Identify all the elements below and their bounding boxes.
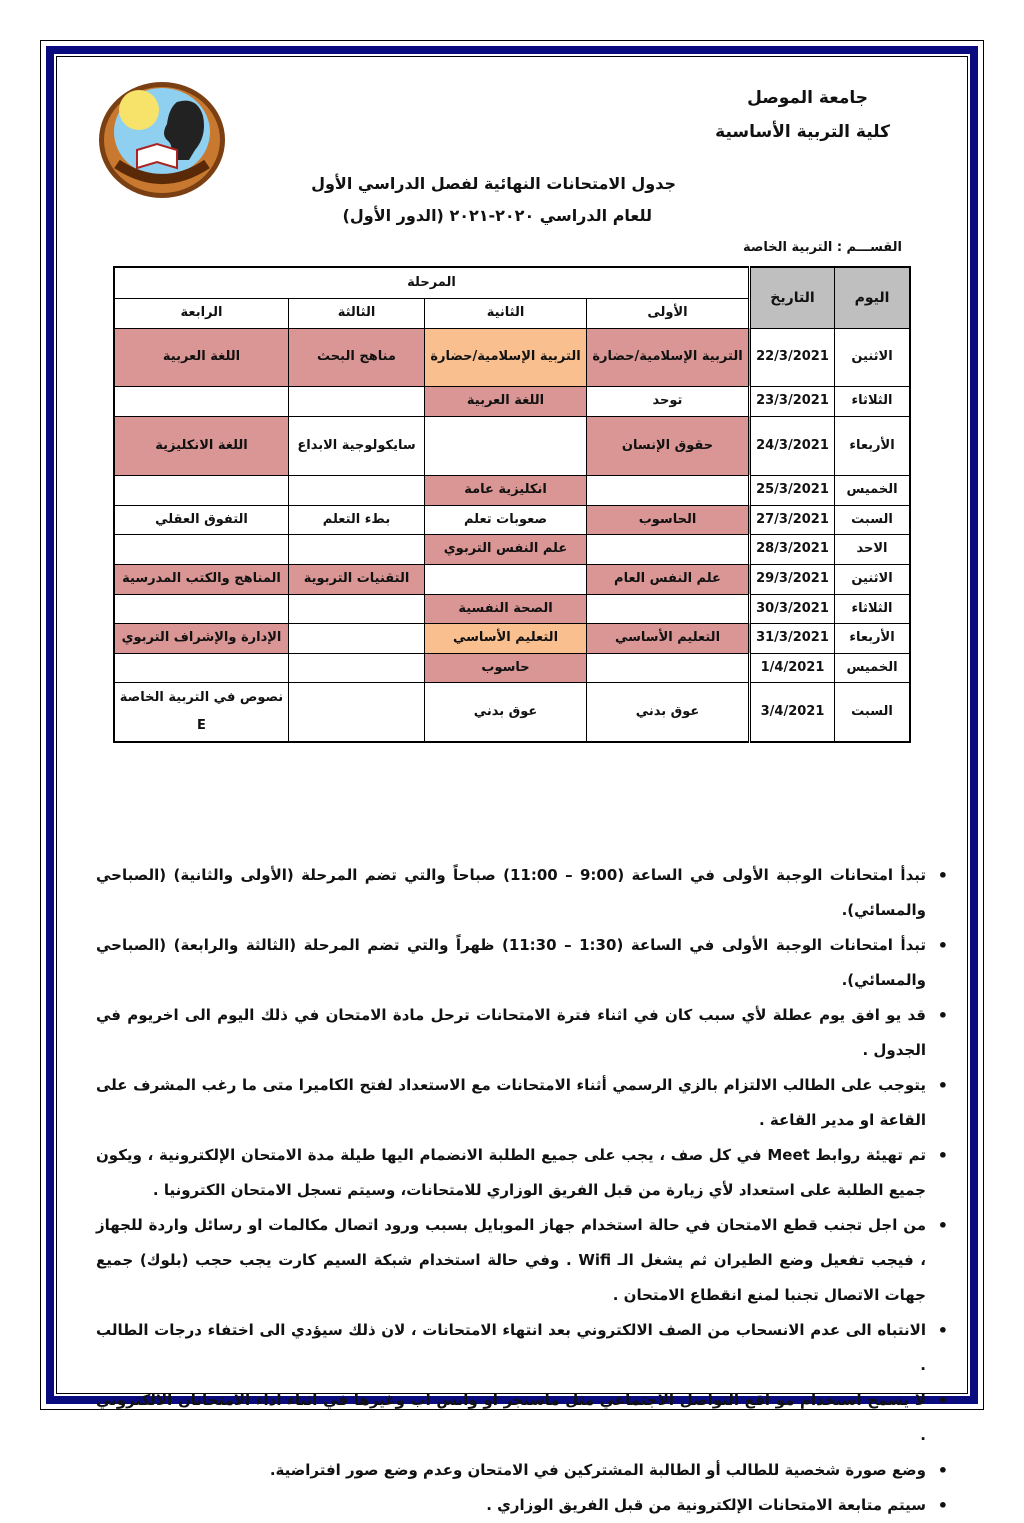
day-cell: الخميس bbox=[835, 475, 911, 505]
exam-cell: التربية الإسلامية/حضارة bbox=[425, 328, 587, 386]
exam-cell: توحد bbox=[587, 386, 750, 416]
exam-cell bbox=[587, 534, 750, 564]
exam-cell bbox=[114, 386, 289, 416]
exam-cell: حقوق الإنسان bbox=[587, 416, 750, 475]
exam-cell bbox=[587, 653, 750, 682]
date-cell: 1/4/2021 bbox=[750, 653, 835, 682]
exam-cell: حاسوب bbox=[425, 653, 587, 682]
day-cell: السبت bbox=[835, 682, 911, 742]
exam-cell: علم النفس العام bbox=[587, 564, 750, 594]
date-cell: 29/3/2021 bbox=[750, 564, 835, 594]
exam-cell bbox=[587, 594, 750, 623]
instruction-item: • تم تهيئة روابط Meet في كل صف ، يجب على جميع الطلبة الانضمام اليها طيلة مدة الامتحان الإلكترونية ، ويكون جميع الطلبة على استعداد لأي زيارة من قبل الفريق الوزاري للامتحانات، وسيتم تسجل الامتحان الكترونيا . bbox=[96, 1138, 926, 1208]
instruction-item: • تبدأ امتحانات الوجبة الأولى في الساعة (1:30 – 11:30) ظهراً والتي تضم المرحلة (الثالثة والرابعة) (الصباحي والمسائي). bbox=[96, 928, 926, 998]
day-cell: الاثنين bbox=[835, 564, 911, 594]
table-row bbox=[114, 682, 910, 742]
university-name: جامعة الموصل bbox=[747, 88, 868, 108]
table-row bbox=[114, 505, 910, 534]
instruction-item: • تبدأ امتحانات الوجبة الأولى في الساعة (9:00 – 11:00) صباحاً والتي تضم المرحلة (الأولى والثانية) (الصباحي والمسائي). bbox=[96, 858, 926, 928]
stage-header: المرحلة bbox=[114, 267, 750, 298]
table-row bbox=[114, 534, 910, 564]
date-cell: 23/3/2021 bbox=[750, 386, 835, 416]
date-cell: 30/3/2021 bbox=[750, 594, 835, 623]
date-cell: 31/3/2021 bbox=[750, 623, 835, 653]
exam-cell: اللغة الانكليزية bbox=[114, 416, 289, 475]
exam-cell bbox=[289, 682, 425, 742]
instruction-item: • من اجل تجنب قطع الامتحان في حالة استخدام جهاز الموبايل بسبب ورود اتصال مكالمات او رسائل واردة للجهاز ، فيجب تفعيل وضع الطيران ثم يشغل الـ Wifi . وفي حالة استخدام شبكة السيم كارت يجب حجب (بلوك) جميع جهات الاتصال تجنبا لمنع انقطاع الامتحان . bbox=[96, 1208, 926, 1313]
table-row bbox=[114, 386, 910, 416]
instruction-item: • سيتم متابعة الامتحانات الإلكترونية من قبل الفريق الوزاري . bbox=[96, 1488, 926, 1523]
table-row bbox=[114, 623, 910, 653]
exam-cell bbox=[289, 475, 425, 505]
exam-cell bbox=[114, 594, 289, 623]
day-cell: السبت bbox=[835, 505, 911, 534]
table-row bbox=[114, 564, 910, 594]
exam-cell: بطء التعلم bbox=[289, 505, 425, 534]
exam-cell bbox=[425, 564, 587, 594]
exam-cell: المناهج والكتب المدرسية bbox=[114, 564, 289, 594]
day-cell: الأربعاء bbox=[835, 416, 911, 475]
exam-cell: مناهج البحث bbox=[289, 328, 425, 386]
table-row bbox=[114, 328, 910, 386]
stage-fourth: الرابعة bbox=[114, 298, 289, 328]
exam-cell: سايكولوجية الابداع bbox=[289, 416, 425, 475]
day-cell: الاحد bbox=[835, 534, 911, 564]
date-cell: 22/3/2021 bbox=[750, 328, 835, 386]
date-cell: 3/4/2021 bbox=[750, 682, 835, 742]
table-row bbox=[114, 653, 910, 682]
exam-cell: التعليم الأساسي bbox=[587, 623, 750, 653]
exam-cell: التربية الإسلامية/حضارة bbox=[587, 328, 750, 386]
date-header: التاريخ bbox=[750, 267, 835, 328]
department: القســـم : التربية الخاصة bbox=[742, 240, 902, 255]
exam-cell: التعليم الأساسي bbox=[425, 623, 587, 653]
instruction-item: • يتوجب على الطالب الالتزام بالزي الرسمي أثناء الامتحانات مع الاستعداد لفتح الكاميرا متى ما رغب المشرف على القاعة او مدير القاعة . bbox=[96, 1068, 926, 1138]
college-logo bbox=[97, 80, 227, 200]
exam-cell: الإدارة والإشراف التربوي bbox=[114, 623, 289, 653]
academic-year: للعام الدراسي ٢٠٢٠-٢٠٢١ (الدور الأول) bbox=[342, 206, 652, 225]
day-cell: الاثنين bbox=[835, 328, 911, 386]
exam-cell bbox=[289, 623, 425, 653]
exam-cell bbox=[114, 653, 289, 682]
date-cell: 24/3/2021 bbox=[750, 416, 835, 475]
exam-cell bbox=[289, 653, 425, 682]
exam-cell: التقنيات التربوية bbox=[289, 564, 425, 594]
exam-cell bbox=[425, 416, 587, 475]
exam-instructions-list bbox=[96, 858, 948, 1523]
stage-first: الأولى bbox=[587, 298, 750, 328]
date-cell: 27/3/2021 bbox=[750, 505, 835, 534]
day-cell: الثلاثاء bbox=[835, 594, 911, 623]
college-name: كلية التربية الأساسية bbox=[715, 122, 890, 142]
table-row bbox=[114, 594, 910, 623]
exam-cell: صعوبات تعلم bbox=[425, 505, 587, 534]
instruction-item: • الانتباه الى عدم الانسحاب من الصف الالكتروني بعد انتهاء الامتحانات ، لان ذلك سيؤدي الى اختفاء درجات الطالب . bbox=[96, 1313, 926, 1383]
exam-schedule-table bbox=[113, 266, 911, 743]
date-cell: 25/3/2021 bbox=[750, 475, 835, 505]
exam-cell: عوق بدني bbox=[425, 682, 587, 742]
exam-cell: عوق بدني bbox=[587, 682, 750, 742]
exam-cell: الصحة النفسية bbox=[425, 594, 587, 623]
table-row bbox=[114, 475, 910, 505]
exam-cell bbox=[114, 534, 289, 564]
stage-third: الثالثة bbox=[289, 298, 425, 328]
exam-cell bbox=[289, 386, 425, 416]
exam-cell bbox=[289, 534, 425, 564]
day-cell: الثلاثاء bbox=[835, 386, 911, 416]
exam-cell: الحاسوب bbox=[587, 505, 750, 534]
instruction-item: • قد يو افق يوم عطلة لأي سبب كان في اثناء فترة الامتحانات ترحل مادة الامتحان في ذلك اليوم الى اخريوم في الجدول . bbox=[96, 998, 926, 1068]
exam-cell bbox=[587, 475, 750, 505]
exam-cell: انكليزية عامة bbox=[425, 475, 587, 505]
instruction-item: • وضع صورة شخصية للطالب أو الطالبة المشتركين في الامتحان وعدم وضع صور افتراضية. bbox=[96, 1453, 926, 1488]
exam-cell: التفوق العقلي bbox=[114, 505, 289, 534]
exam-cell: اللغة العربية bbox=[114, 328, 289, 386]
document-title: جدول الامتحانات النهائية لفصل الدراسي الأول bbox=[311, 174, 676, 193]
exam-cell: اللغة العربية bbox=[425, 386, 587, 416]
date-cell: 28/3/2021 bbox=[750, 534, 835, 564]
exam-cell: علم النفس التربوي bbox=[425, 534, 587, 564]
exam-cell bbox=[114, 475, 289, 505]
exam-cell bbox=[289, 594, 425, 623]
table-row bbox=[114, 416, 910, 475]
stage-second: الثانية bbox=[425, 298, 587, 328]
exam-cell: نصوص في التربية الخاصة E bbox=[114, 682, 289, 742]
day-cell: الأربعاء bbox=[835, 623, 911, 653]
instruction-item: • لا يسمح استخدام مو اقع التواصل الاجتماعي مثل ماسنجر او واتس اب وغيرها في اثناء اداء الامتحانان الالكتروني . bbox=[96, 1383, 926, 1453]
day-cell: الخميس bbox=[835, 653, 911, 682]
day-header: اليوم bbox=[835, 267, 911, 328]
